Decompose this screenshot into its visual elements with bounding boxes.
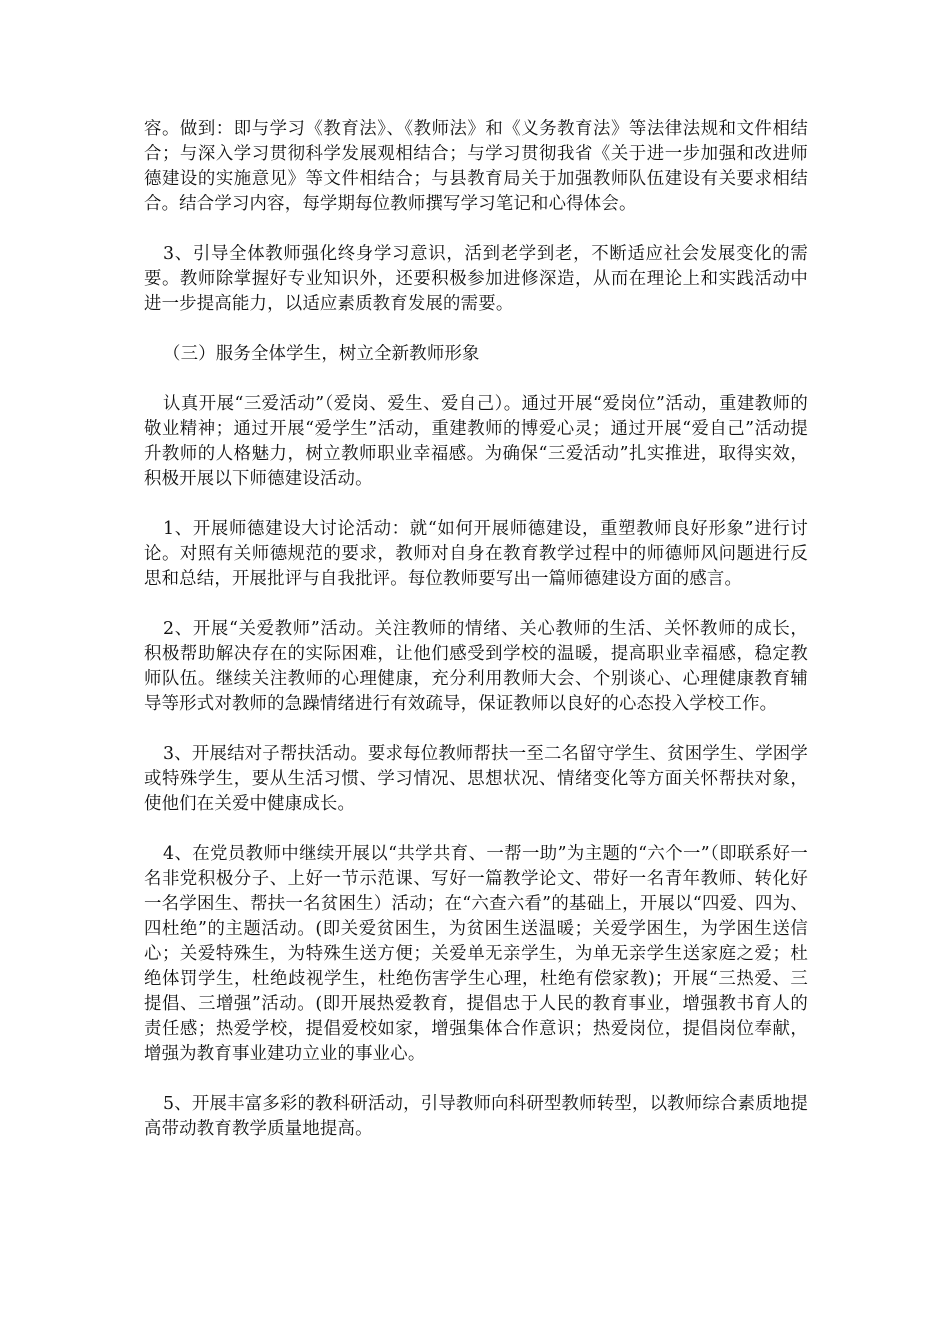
paragraph-lifelong-learning: 3、引导全体教师强化终身学习意识，活到老学到老，不断适应社会发展变化的需要。教师除掌握好专业知识外，还要积极参加进修深造，从而在理论上和实践活动中进一步提高能力，以适应素质教育发展的需要。 [144,244,808,314]
paragraph-pairing-assistance: 3、开展结对子帮扶活动。要求每位教师帮扶一至二名留守学生、贫困学生、学困学或特殊学生，要从生活习惯、学习情况、思想状况、情绪变化等方面关怀帮扶对象，使他们在关爱中健康成长。 [144,744,808,814]
document-body [144,117,808,1167]
paragraph-three-loves: 认真开展“三爱活动”（爱岗、爱生、爱自己）。通过开展“爱岗位”活动，重建教师的敬业精神；通过开展“爱学生”活动，重建教师的博爱心灵；通过开展“爱自己”活动提升教师的人格魅力，树立教师职业幸福感。为确保“三爱活动”扎实推进，取得实效，积极开展以下师德建设活动。 [144,394,808,489]
paragraph-care-for-teachers: 2、开展“关爱教师”活动。关注教师的情绪、关心教师的生活、关怀教师的成长，积极帮助解决存在的实际困难，让他们感受到学校的温暖，提高职业幸福感，稳定教师队伍。继续关注教师的心理健康，充分利用教师大会、个别谈心、心理健康教育辅导等形式对教师的急躁情绪进行有效疏导，保证教师以良好的心态投入学校工作。 [144,619,808,714]
paragraph-discussion-activity: 1、开展师德建设大讨论活动：就“如何开展师德建设，重塑教师良好形象”进行讨论。对照有关师德规范的要求，教师对自身在教育教学过程中的师德师风问题进行反思和总结，开展批评与自我批评。每位教师要写出一篇师德建设方面的感言。 [144,519,808,589]
section-heading-serve-students: （三）服务全体学生，树立全新教师形象 [163,344,480,364]
paragraph-party-member-activities: 4、在党员教师中继续开展以“共学共育、一帮一助”为主题的“六个一”（即联系好一名非党积极分子、上好一节示范课、写好一篇教学论文、带好一名青年教师、转化好一名学困生、帮扶一名贫困生）活动；在“六查六看”的基础上，开展以“四爱、四为、四杜绝”的主题活动。(即关爱贫困生，为贫困生送温暖；关爱学困生，为学困生送信心；关爱特殊生，为特殊生送方便；关爱单无亲学生，为单无亲学生送家庭之爱；杜绝体罚学生，杜绝歧视学生，杜绝伤害学生心理，杜绝有偿家教)；开展“三热爱、三提倡、三增强”活动。(即开展热爱教育，提倡忠于人民的教育事业，增强教书育人的责任感；热爱学校，提倡爱校如家，增强集体合作意识；热爱岗位，提倡岗位奉献，增强为教育事业建功立业的事业心。 [144,844,808,1064]
paragraph-research-activities: 5、开展丰富多彩的教科研活动，引导教师向科研型教师转型，以教师综合素质地提高带动教育教学质量地提高。 [144,1094,808,1139]
paragraph-study-requirements: 容。做到：即与学习《教育法》、《教师法》和《义务教育法》等法律法规和文件相结合；与深入学习贯彻科学发展观相结合；与学习贯彻我省《关于进一步加强和改进师德建设的实施意见》等文件相结合；与县教育局关于加强教师队伍建设有关要求相结合。结合学习内容，每学期每位教师撰写学习笔记和心得体会。 [144,119,808,214]
